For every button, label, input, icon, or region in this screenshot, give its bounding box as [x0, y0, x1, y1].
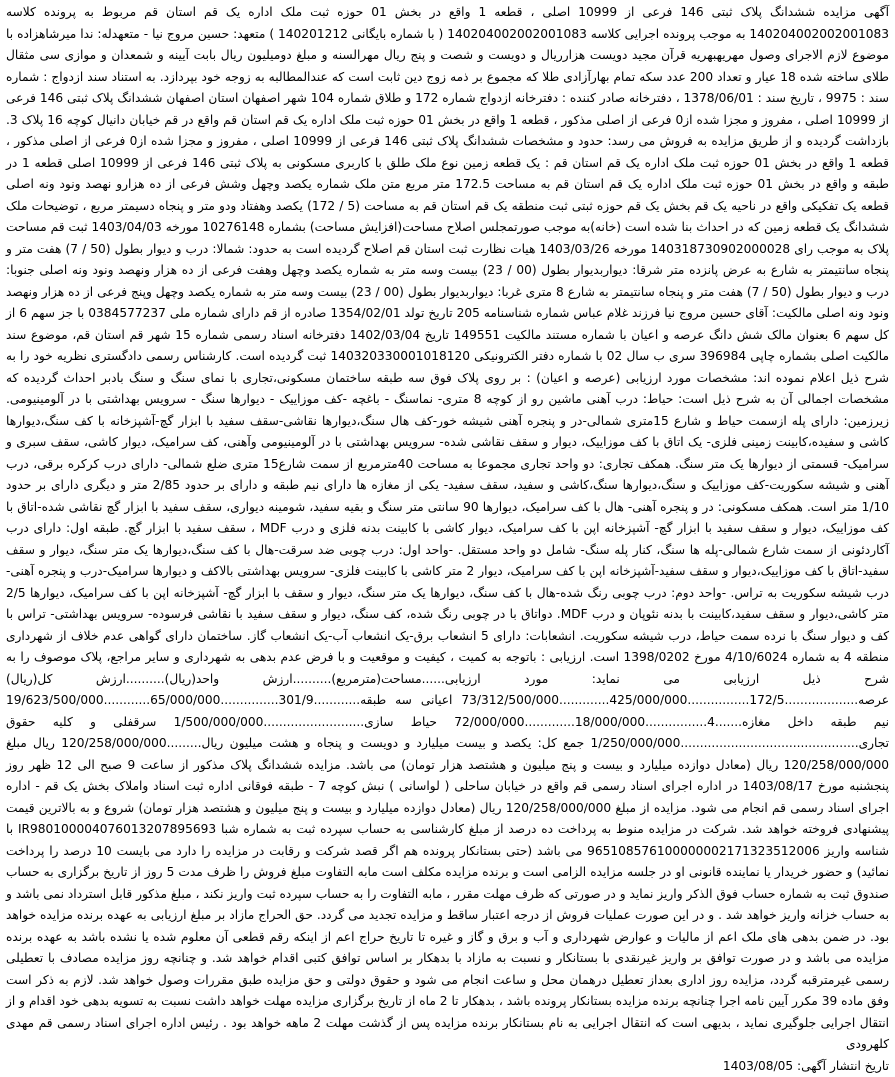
publish-date-line: تاریخ انتشار آگهی: 1403/08/05: [6, 1056, 889, 1077]
notice-body-text: آگهی مزایده ششدانگ پلاک ثبتی 146 فرعی از 10999 اصلی ، قطعه 1 واقع در بخش 01 حوزه ثبت ملک اداره یک قم استان قم مربوط به پرونده کلاسه 140204002002001083 به موجب پرونده اجرایی کلاسه 140204002002001083 ( با شماره بایگانی 140201212 ) متعهد: حسین مروج نیا - متعهدله: ندا میرشاهزاده با موضوع لازم الاجرای وصول مهریهبهریه قرآن مجید دویست هزارریال و دویست و شصت و پنج ریال مهرالسنه و مبلغ دومیلیون ریال بابت آیینه و شمعدان و موازی سی مثقال طلای ساخته شده 18 عیار و تعداد 200 عدد سکه تمام بهارآزادی طلا که مجموع بر ذمه زوج دین ثابت است که عندالمطالبه به زوجه خود بپردازد. به استناد سند ازدواج : شماره سند : 9975 ، تاریخ سند : 1378/06/01 ، دفترخانه صادر کننده : دفترخانه ازدواج شماره 172 و طلاق شماره 104 شهر اصفهان استان اصفهان ششدانگ پلاک ثبتی 146 فرعی از 10999 اصلی ، مفروز و مجزا شده از0 فرعی از اصلی مذکور ، قطعه 1 واقع در بخش 01 حوزه ثبت ملک اداره یک قم استان قم واقع در قم خیابان دانیال کوچه 16 پلاک 3. بازداشت گردیده و از طریق مزایده به فروش می رسد: حدود و مشخصات ششدانگ پلاک ثبتی 146 فرعی از 10999 اصلی ، مفروز و مجزا شده از0 فرعی از اصلی مذکور ، قطعه 1 واقع در بخش 01 حوزه ثبت ملک اداره یک قم استان قم : یک قطعه زمین نوع ملک طلق با کاربری مسکونی به پلاک ثبتی 146 فرعی از 10999 اصلی قطعه 1 در طبقه و واقع در بخش 01 حوزه ثبت ملک اداره یک قم استان قم به مساحت 172.5 متر مربع متن ملک شماره یکصد وچهل وشش فرعی از ده هزارو نهصد ونود ونه اصلی قطعه یک تفکیکی واقع در ناحیه یک قم بخش یک قم حوزه ثبتی ثبت منطقه یک قم استان قم به مساحت (5 / 172) یکصد وهفتاد ودو متر و پنجاه دسیمتر مربع ، توضیحات ملک ششدانگ یک قطعه زمین که در احداث بنا شده است (خانه)به موجب صورتمجلس اصلاح مساحت(افزایش مساحت) بشماره 10276148 مورخه 1403/04/03 ثبت قم مساحت پلاک به موجب رای 140318730902000028 مورخه 1403/03/26 هیات نظارت ثبت استان قم اصلاح گردیده است به حدود: شمالا: درب و دیوار بطول (50 / 7) هفت متر و پنجاه سانتیمتر به شارع به عرض پانزده متر شرقا: دیواربدیوار بطول (00 / 23) بیست وسه متر به شماره یکصد وچهل وهفت فرعی از ده هزار ونهصد ونود ونه اصلی جنوبا: درب و دیوار بطول (50 / 7) هفت متر و پنجاه سانتیمتر به شارع 8 متری غربا: دیواربدیوار بطول (00 / 23) بیست وسه متر به شماره یکصد وچهل وپنج فرعی از ده هزار ونهصد ونود ونه اصلی مالکیت: آقای حسین مروج نیا فرزند غلام عباس شماره شناسنامه 205 تاریخ تولد 1354/02/01 صادره از قم دارای شماره ملی 0384577237 با جز سهم 6 از کل سهم 6 بعنوان مالک شش دانگ عرصه و اعیان با شماره مستند مالکیت 149551 تاریخ 1402/03/04 دفترخانه اسناد رسمی شماره 15 شهر قم استان قم، موضوع سند مالکیت اصلی بشماره چاپی 396984 سری ب سال 02 با شماره دفتر الکترونیکی 140320330001018120 ثبت گردیده است. کارشناس رسمی دادگستری نظریه خود را به شرح ذیل اعلام نموده اند: مشخصات مورد ارزیابی (عرصه و اعیان) : بر روی پلاک فوق سه طبقه ساختمان مسکونی،تجاری با نمای سنگ و سنگ بادبر احداث گردیده که مشخصات اجمالی آن به شرح ذیل است: حیاط: درب آهنی ماشین رو از کوچه 8 متری- نماسنگ - باغچه -کف موزاییک - دیوارها سنگ - سرویس بهداشتی با در آلومینیومی. زیرزمین: دارای پله ازسمت حیاط و شارع 15متری شمالی-در و پنجره آهنی شیشه خور-کف هال سنگ،دیوارها نقاشی-سقف سفید با ابزار گچ-آشپزخانه با کف سنگ،دیوارها کاشی و سفیده،کابینت زمینی فلزی- یک اتاق با کف موزاییک، دیوار و سقف نقاشی شده- سرویس بهداشتی با در آلومینیومی وآهنی، کف سرامیک، دیوار کاشی، سقف سبری و سرامیک- قسمتی از دیوارها یک متر سنگ. همکف تجاری: دو واحد تجاری مجموعا به مساحت 40مترمربع از سمت شارع15 متری ضلع شمالی- دارای درب کرکره برقی، درب آهنی و شیشه سکوریت-کف موزاییک و سنگ،دیوارها سنگ،کاشی و سفید، سقف سفید- یکی از مغازه ها دارای نیم طبقه و دارای بر حدود 2/85 متر و دیگری دارای بر حدود 1/10 متر است. همکف مسکونی: در و پنجره آهنی- هال با کف سرامیک، دیوارها 90 سانتی متر سنگ و بقیه سفید، شومینه دیواری، سقف سفید با ابزار گچ نقاشی شده-اتاق با کف موزاییک، دیوار و سقف سفید با ابزار گچ- آشپزخانه اپن با کف سرامیک، دیوار کاشی با کابینت بدنه فلزی و درب MDF ، سقف سفید با ابزار گچ. طبقه اول: دارای درب آکاردئونی از سمت شارع شمالی-پله ها سنگ، کنار پله سنگ- شامل دو واحد مستقل. -واحد اول: درب چوبی ضد سرقت-هال با کف سنگ،دیوارها یک متر سنگ، دیوار و سقف سفید-اتاق با کف موزاییک،دیوار و سقف سفید-آشپزخانه اپن با کف سرامیک، دیوار 2 متر کاشی با کابینت فلزی- سرویس بهداشتی بالاکف و دیوارها سرامیک-درب و پنجره آهنی- درب شیشه سکوریت به تراس. -واحد دوم: درب چوبی رنگ شده-هال با کف سنگ، دیوارها یک متر سنگ، دیوار و سقف با ابزار گچ- آشپزخانه اپن با کف سرامیک، دیوارها 2/5 متر کاشی،دیوار و سقف سفید،کابینت با بدنه نئوپان و درب MDF. دواتاق با در چوبی رنگ شده، کف سنگ، دیوار و سقف سفید با نقاشی فرسوده- سرویس بهداشتی- تراس با کف و دیوار سنگ با نرده سمت حیاط، درب شیشه سکوریت. انشعابات: دارای 5 انشعاب برق-یک انشعاب آب-یک انشعاب گاز. ساختمان دارای گواهی عدم خلاف از شهرداری منطقه 4 به شماره 4/10/6024 مورخ 1398/0202 است. ارزیابی : باتوجه به کمیت ، کیفیت و موقعیت و با فرض عدم بدهی به شهرداری و سایر مراجع، پلاک موصوف را به شرح ذیل ارزیابی می نماید: مورد ارزیابی......مساحت(مترمربع)..........ارزش واحد(ریال)..........ارزش کل(ریال) عرصه...................172/5................425/000/000.............73/312/500/000 اعیانی سه طبقه............301/9...............65/000/000............19/623/500/000 نیم طبقه داخل مغازه.......4................18/000/000.............72/000/000 حیاط سازی..........................1/500/000/000 سرقفلی و کلیه حقوق تجاری..............................................1/250/000/000 جمع کل: یکصد و بیست میلیارد و دویست و پنجاه و هشت میلیون ریال.........120/258/000/000 ریال مبلغ 120/258/000/000 ریال (معادل دوازده میلیارد و بیست و پنج میلیون و هشتصد هزار تومان) می باشد. مزایده ششدانگ پلاک مذکور از ساعت 9 صبح الی 12 ظهر روز پنجشنبه مورخ 1403/08/17 در اداره اجرای اسناد رسمی قم واقع در خیابان ساحلی ( لواسانی ) نبش کوچه 7 - طبقه فوقانی اداره ثبت اسناد واملاک بخش یک قم - اداره اجرای اسناد رسمی قم انجام می شود. مزایده از مبلغ 120/258/000/000 ریال (معادل دوازده میلیارد و بیست و پنج میلیون و هشتصد هزار تومان) شروع و به بالاترین قیمت پیشنهادی فروخته خواهد شد. شرکت در مزایده منوط به پرداخت ده درصد از مبلغ کارشناسی به حساب سپرده ثبت به شماره شبا IR980100004076013207895693 با شناسه واریز 965108576100000002171323512006 می باشد (حتی بستانکار پرونده هم اگر قصد شرکت و رقابت در مزایده را دارد می بایست 10 درصد را پرداخت نمائید) و حضور خریدار یا نماینده قانونی او در جلسه مزایده الزامی است و برنده مزایده مکلف است مابه التفاوت مبلغ فروش را ظرف مدت 5 روز از تاریخ برگزاری به حساب صندوق ثبت به شماره حساب فوق الذکر واریز نماید و در صورتی که ظرف مهلت مقرر ، مابه التفاوت را به حساب سپرده ثبت واریز نکند ، مبلغ مذکور قابل استرداد نمی باشد و به حساب خزانه واریز خواهد شد . و در این صورت عملیات فروش از درجه اعتبار ساقط و مزایده تجدید می گردد. حق الحراج مازاد بر مبلغ ارزیابی به عهده برنده مزایده خواهد بود. در ضمن بدهی های ملک اعم از مالیات و عوارض شهرداری و آب و برق و گاز و غیره تا تاریخ حراج اعم از اینکه رقم قطعی آن معلوم شده یا نشده باشد به عهده برنده مزایده می باشد و در صورت توافق بر واریز غیرنقدی با بستانکار و نسبت به مازاد با بدهکار بر اساس توافق کتبی اقدام خواهد شد. و چنانچه روز مزایده مصادف با تعطیلی رسمی غیرمترقبه گردد، مزایده روز اداری بعداز تعطیل درهمان محل و ساعت انجام می شود و حقوق دولتی و حق مزایده طبق مقررات وصول خواهد شد. لازم به ذکر است وفق ماده 39 مکرر آیین نامه اجرا چنانچه برنده مزایده بستانکار پرونده باشد ، بدهکار تا 2 ماه از تاریخ برگزاری مزایده مهلت خواهد داشت نسبت به تسویه بدهی خود اقدام و از انتقال اجرایی جلوگیری نماید ، بدیهی است که انتقال اجرایی به نام بستانکار برنده مزایده پس از گذشت مهلت 2 ماهه خواهد بود . رئیس اداره اجرای اسناد رسمی قم مهدی کلهرودی: [6, 2, 889, 1056]
